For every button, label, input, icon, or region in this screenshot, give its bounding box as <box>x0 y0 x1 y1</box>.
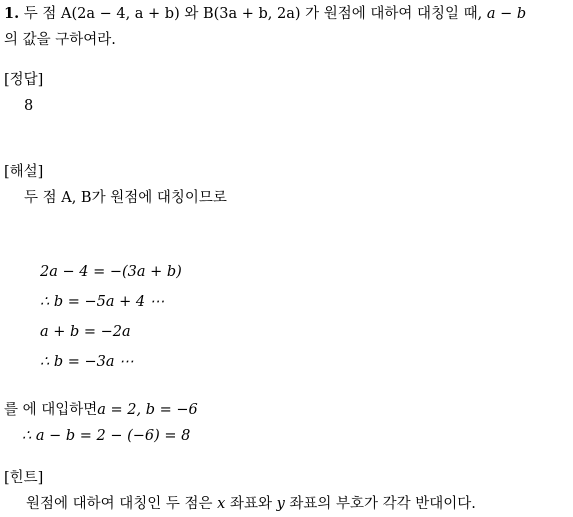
problem-line-2 <box>4 30 116 50</box>
hint-line <box>26 494 476 514</box>
problem-text-2: 의 값을 구하여라. <box>4 32 116 48</box>
hint-text-b: 좌표와 <box>225 496 277 512</box>
result-line: ∴ a − b = 2 − (−6) = 8 <box>22 428 191 444</box>
problem-line-1 <box>4 4 526 24</box>
equation-3: a + b = −2a <box>40 324 131 340</box>
equation-4: ∴ b = −3a ⋯ <box>40 354 134 370</box>
answer-heading: [정답] <box>4 72 44 88</box>
equation-2: ∴ b = −5a + 4 ⋯ <box>40 294 165 310</box>
hint-heading: [힌트] <box>4 470 44 486</box>
equation-1: 2a − 4 = −(3a + b) <box>40 264 182 280</box>
answer-value: 8 <box>24 98 34 114</box>
solution-heading: [해설] <box>4 164 44 180</box>
hint-var-x: x <box>217 496 226 512</box>
substitution-line <box>4 400 198 420</box>
substitution-expression: a = 2, b = −6 <box>97 402 198 418</box>
hint-text-a: 원점에 대하여 대칭인 두 점은 <box>26 496 218 512</box>
problem-text-1: 두 점 A(2a − 4, a + b) 와 B(3a + b, 2a) 가 원점에 대하여 대칭일 때, <box>23 6 487 22</box>
hint-text-c: 좌표의 부호가 각각 반대이다. <box>284 496 476 512</box>
hint-var-y: y <box>276 496 285 512</box>
problem-number: 1. <box>4 5 20 22</box>
substitution-text: 를 에 대입하면 <box>4 402 98 418</box>
problem-expression: a − b <box>486 6 527 22</box>
solution-intro: 두 점 A, B가 원점에 대칭이므로 <box>24 190 227 206</box>
